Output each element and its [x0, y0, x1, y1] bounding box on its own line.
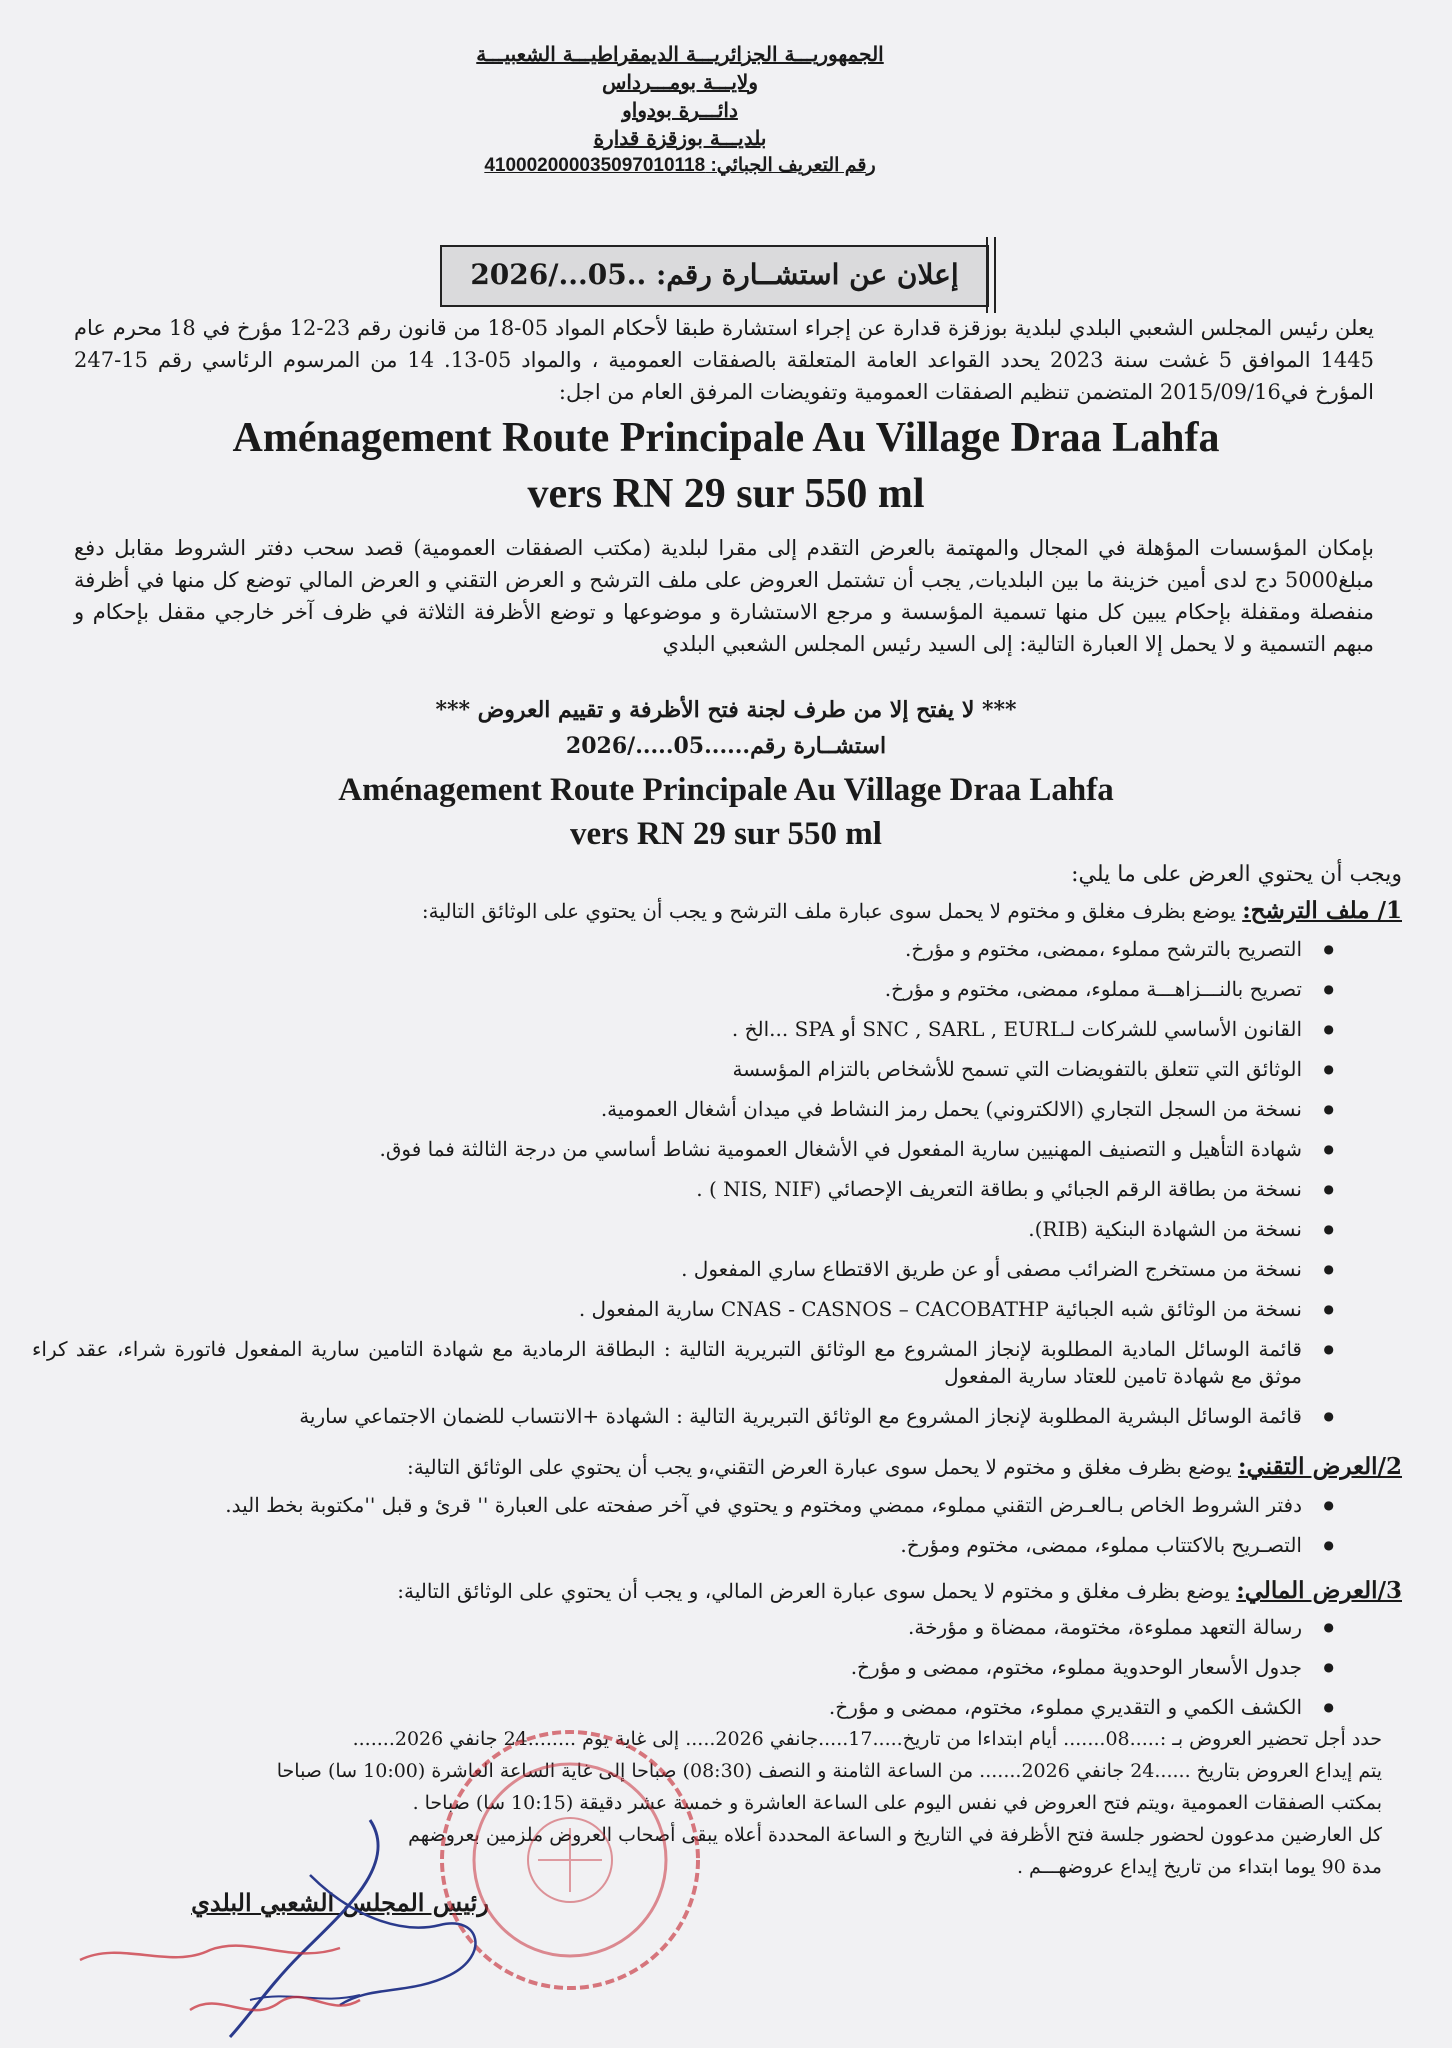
red-handwriting-icon — [60, 1930, 400, 2040]
header-republic: الجمهوريـــة الجزائريـــة الديمقراطيـــة الشعبيـــة — [476, 42, 884, 66]
section-candidacy — [72, 896, 1402, 926]
deadline-line1: حدد أجل تحضير العروض بـ :.....08....... أيام ابتداءا من تاريخ.....17.....جانفي 2026..... إلى غاية يوم ........24 جانفي 2026....... — [352, 1728, 1382, 1750]
header-wilaya: ولايـــة بومـــرداس — [602, 70, 758, 94]
list-item: ● الكشف الكمي و التقديري مملوء، مختوم، ممضى و مؤرخ. — [32, 1694, 1302, 1721]
list-item: ● نسخة من مستخرج الضرائب مصفى أو عن طريق الاقتطاع ساري المفعول . — [32, 1256, 1302, 1283]
list-item: ● القانون الأساسي للشركات لـSNC , SARL , EURL أو SPA ...الخ . — [32, 1016, 1302, 1043]
section-technical-heading: 2/العرض التقني: — [1238, 1453, 1402, 1480]
tax-id-label: رقم التعريف الجبائي: — [710, 155, 876, 176]
section-financial-intro: يوضع بظرف مغلق و مختوم لا يحمل سوى عبارة العرض المالي، و يجب أن يحتوي على الوثائق التالية: — [397, 1579, 1230, 1603]
deadline-line3: بمكتب الصفقات العمومية ،ويتم فتح العروض في نفس اليوم على الساعة العاشرة و خمسة عشر دقيقة (10:15 سا) صباحا . — [412, 1792, 1382, 1814]
offer-contains: ويجب أن يحتوي العرض على ما يلي: — [1071, 862, 1402, 887]
section-financial-heading: 3/العرض المالي: — [1236, 1577, 1402, 1604]
consultation-ref: استشــارة رقم......05...../2026 — [565, 733, 887, 759]
list-item: ● التصريح بالترشح مملوء ،ممضى، مختوم و مؤرخ. — [32, 936, 1302, 963]
list-item: ● شهادة التأهيل و التصنيف المهنيين سارية المفعول في الأشغال العمومية نشاط أساسي من درجة الثالثة فما فوق. — [32, 1136, 1302, 1163]
intro-paragraph: يعلن رئيس المجلس الشعبي البلدي لبلدية بوزقزة قدارة عن إجراء استشارة طبقا لأحكام المواد 05-18 من قانون رقم 23-12 مؤرخ في 18 محرم عام 1445 الموافق 5 غشت سنة 2023 يحدد القواعد العامة المتعلقة بالصفقات العمومية ، والمواد 05-13. 14 من المرسوم الرئاسي رقم 15-247 المؤرخ في2015/09/16 المتضمن تنظيم الصفقات العمومية وتفويضات المرفق العام من اجل: — [74, 316, 1374, 404]
list-item: ● نسخة من بطاقة الرقم الجبائي و بطاقة التعريف الإحصائي (NIS, NIF ) . — [32, 1176, 1302, 1203]
project-title-line2: vers RN 29 sur 550 ml — [527, 471, 925, 517]
deadline-line2: يتم إيداع العروض بتاريخ ......24 جانفي 2026....... من الساعة الثامنة و النصف (08:30) صباحا إلى غاية الساعة العاشرة (10:00 سا) صباحا — [276, 1760, 1382, 1782]
candidacy-list — [32, 936, 1332, 1443]
signature-label: رئيس المجلس الشعبي البلدي — [191, 1888, 489, 1917]
list-item: ● رسالة التعهد مملوءة، مختومة، ممضاة و مؤرخة. — [32, 1614, 1302, 1641]
list-item: ● دفتر الشروط الخاص بـالعـرض التقني مملوء، ممضي ومختوم و يحتوي في آخر صفحته على العبارة '' قرئ و قبل ''مكتوبة بخط اليد. — [32, 1492, 1302, 1519]
section-candidacy-heading: 1/ ملف الترشح: — [1242, 897, 1402, 924]
list-item: ● نسخة من الشهادة البنكية (RIB). — [32, 1216, 1302, 1243]
list-item: ● نسخة من الوثائق شبه الجبائية CNAS - CASNOS – CACOBATHP سارية المفعول . — [32, 1296, 1302, 1323]
document-header — [380, 40, 980, 180]
header-daira: دائـــرة بودواو — [622, 98, 738, 122]
list-item: ● قائمة الوسائل المادية المطلوبة لإنجاز المشروع مع الوثائق التبريرية التالية : البطاقة الرمادية مع شهادة التامين سارية المفعول فاتورة شراء، عقد كراء موثق مع شهادة تامين للعتاد سارية المفعول — [32, 1336, 1302, 1390]
technical-list — [32, 1492, 1332, 1572]
deadline-line5: مدة 90 يوما ابتداء من تاريخ إيداع عروضهـــم . — [1016, 1856, 1382, 1878]
list-item: ● جدول الأسعار الوحدوية مملوء، مختوم، ممضى و مؤرخ. — [32, 1654, 1302, 1681]
section-financial — [72, 1576, 1402, 1606]
list-item: ● تصريح بالنـــزاهـــة مملوء، ممضى، مختوم و مؤرخ. — [32, 976, 1302, 1003]
section-technical — [72, 1452, 1402, 1482]
list-item: ● الوثائق التي تتعلق بالتفويضات التي تسمح للأشخاص بالتزام المؤسسة — [32, 1056, 1302, 1083]
project-title2-line1: Aménagement Route Principale Au Village Draa Lahfa — [338, 772, 1114, 808]
project-title-line1: Aménagement Route Principale Au Village Draa Lahfa — [232, 415, 1220, 461]
no-open-notice: *** لا يفتح إلا من طرف لجنة فتح الأظرفة و تقييم العروض *** — [435, 697, 1017, 723]
list-item: ● التصـريح بالاكتتاب مملوء، ممضى، مختوم ومؤرخ. — [32, 1532, 1302, 1559]
body-paragraph: بإمكان المؤسسات المؤهلة في المجال والمهتمة بالعرض التقدم إلى مقرا لبلدية (مكتب الصفقات العمومية) قصد سحب دفتر الشروط مقابل دفع مبلغ5000 دج لدى أمين خزينة ما بين البلديات, يجب أن تشتمل العروض على ملف الترشح و العرض التقني و العرض المالي توضع كل منها في أظرفة منفصلة ومقفلة بإحكام يبين كل منها تسمية المؤسسة و مرجع الاستشارة و موضوعها و توضع الأظرفة الثلاثة في ظرف آخر خارجي مقفل بإحكام و مبهم التسمية و لا يحمل إلا العبارة التالية: إلى السيد رئيس المجلس الشعبي البلدي — [74, 536, 1374, 656]
section-technical-intro: يوضع بظرف مغلق و مختوم لا يحمل سوى عبارة العرض التقني،و يجب أن يحتوي على الوثائق التالية: — [406, 1455, 1232, 1479]
list-item: ● قائمة الوسائل البشرية المطلوبة لإنجاز المشروع مع الوثائق التبريرية التالية : الشهادة +الانتساب للضمان الاجتماعي سارية — [32, 1403, 1302, 1430]
project-title2-line2: vers RN 29 sur 550 ml — [570, 816, 882, 852]
section-candidacy-intro: يوضع بظرف مغلق و مختوم لا يحمل سوى عبارة ملف الترشح و يجب أن يحتوي على الوثائق التالية: — [421, 899, 1236, 923]
header-commune: بلديـــة بوزقزة قدارة — [593, 126, 767, 150]
tax-id-value: 410002000035097010118 — [484, 155, 706, 176]
financial-list — [32, 1614, 1332, 1734]
list-item: ● نسخة من السجل التجاري (الالكتروني) يحمل رمز النشاط في ميدان أشغال العمومية. — [32, 1096, 1302, 1123]
consultation-banner: إعلان عن استشــارة رقم: ..05.../2026 — [440, 245, 989, 307]
header-tax-id — [380, 152, 980, 180]
deadline-line4: كل العارضين مدعوون لحضور جلسة فتح الأظرفة في التاريخ و الساعة المحددة أعلاه يبقى أصحاب العروض ملزمين بعروضهم — [408, 1824, 1382, 1846]
